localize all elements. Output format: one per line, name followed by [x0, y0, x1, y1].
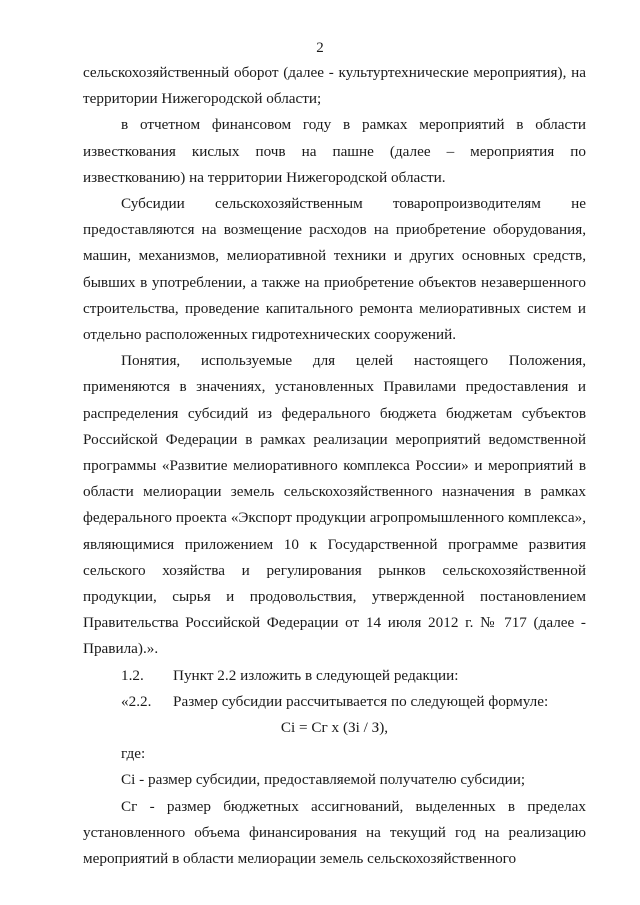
item-2-2	[83, 689, 586, 715]
item-2-2-number: «2.2.	[121, 692, 152, 710]
definition-ci: Ci - размер субсидии, предоставляемой получателю субсидии;	[121, 771, 526, 789]
paragraph-definitions-reference: Понятия, используемые для целей настоящего Положения, применяются в значениях, установленных Правилами предоставления и распределения субсидий из федерального бюджета бюджетам субъектов Российской Федерации в рамках реализации мероприятий ведомственной программы «Развитие мелиоративного комплекса России» и мероприятий в области мелиорации земель сельскохозяйственного назначения в рамках федерального проекта «Экспорт продукции агропромышленного комплекса», являющимися приложением 10 к Государственной программе развития сельского хозяйства и регулирования рынков сельскохозяйственной продукции, сырья и продовольствия, утвержденной постановлением Правительства Российской Федерации от 14 июля 2012 г. № 717 (далее - Правила).».	[83, 352, 586, 658]
subsidy-formula: Ci = Сг х (Зi / З),	[280, 719, 389, 737]
document-body	[83, 60, 586, 872]
page-number: 2	[316, 40, 324, 56]
definition-sg: Сг - размер бюджетных ассигнований, выделенных в пределах установленного объема финансирования на текущий год на реализацию мероприятий в области мелиорации земель сельскохозяйственного	[83, 797, 586, 868]
item-1-2-number: 1.2.	[121, 666, 144, 684]
item-1-2-text: Пункт 2.2 изложить в следующей редакции:	[173, 666, 459, 684]
item-1-2	[83, 663, 586, 689]
paragraph-subsidy-restrictions: Субсидии сельскохозяйственным товаропроизводителям не предоставляются на возмещение расходов на приобретение оборудования, машин, механизмов, мелиоративной техники и других основных средств, бывших в употреблении, а также на приобретение объектов незавершенного строительства, проведение капитального ремонта мелиоративных систем и отдельно расположенных гидротехнических сооружений.	[83, 195, 586, 344]
item-2-2-text: Размер субсидии рассчитывается по следующей формуле:	[173, 692, 549, 710]
paragraph-liming: в отчетном финансовом году в рамках мероприятий в области известкования кислых почв на пашне (далее – мероприятия по известкованию) на территории Нижегородской области.	[83, 116, 586, 186]
paragraph-culturotechnical: сельскохозяйственный оборот (далее - культуртехнические мероприятия), на территории Нижегородской области;	[83, 64, 586, 108]
where-label: где:	[121, 745, 146, 763]
